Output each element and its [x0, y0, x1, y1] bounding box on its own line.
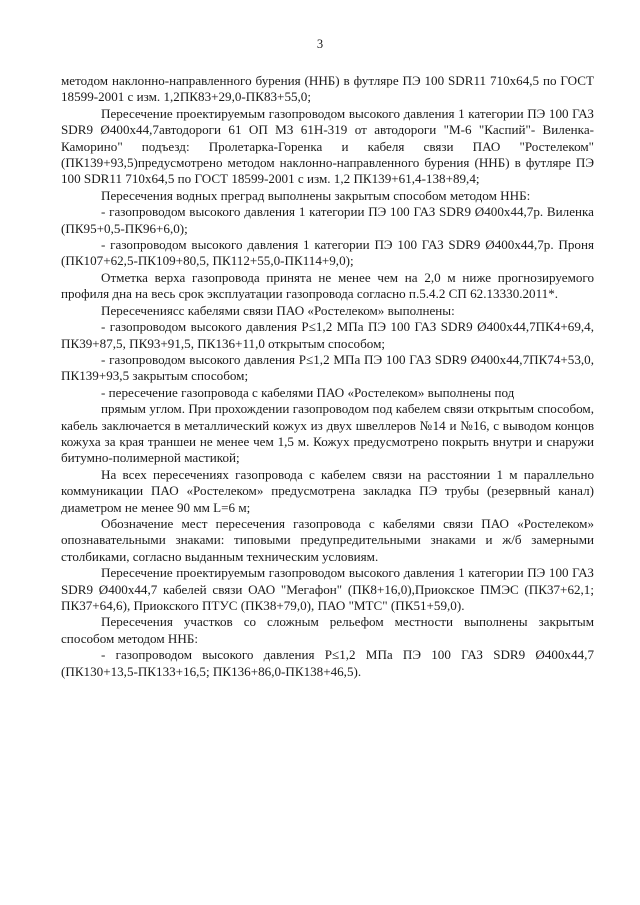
paragraph-water-crossings-intro: Пересечения водных преград выполнены закрытым способом методом ННБ:: [101, 187, 531, 203]
paragraph-cable-casing: прямым углом. При прохождении газопроводом под кабелем связи открытым способом, кабель заключается в металлический кожух из двух швеллеров №14 и №16, с выводом концов кожуха за края траншеи не менее чем 1,5 м. Кожух предусмотрено покрыть внутри и снаружи битумно-полимерной мастикой;: [61, 401, 594, 466]
page-number: 3: [316, 37, 324, 51]
list-item-complex-terrain-sections: - газопроводом высокого давления Р≤1,2 МПа ПЭ 100 ГАЗ SDR9 Ø400х44,7 (ПК130+13,5-ПК133+16,5; ПК136+86,0-ПК138+46,5).: [61, 647, 594, 679]
list-item-cable-crossing-angle: - пересечение газопровода с кабелями ПАО «Ростелеком» выполнены под: [101, 384, 515, 400]
paragraph-road-crossing: Пересечение проектируемым газопроводом высокого давления 1 категории ПЭ 100 ГАЗ SDR9 Ø400х44,7автодороги 61 ОП МЗ 61Н-319 от автодороги "М-6 "Каспий"- Виленка-Каморино" подъезд: Пролетарка-Горенка и кабеля связи ПАО "Ростелеком" (ПК139+93,5)предусмотрено методом наклонно-направленного бурения (ННБ) в футляре ПЭ 100 SDR11 710х64,5 по ГОСТ 18599-2001 с изм. 1,2 ПК139+61,4-138+89,4;: [61, 105, 594, 187]
paragraph-rostelecom-crossings-intro: Пересечениясс кабелями связи ПАО «Ростелеком» выполнены:: [101, 302, 455, 318]
list-item-pronya-river: - газопроводом высокого давления 1 категории ПЭ 100 ГАЗ SDR9 Ø400х44,7р. Проня (ПК107+62,5-ПК109+80,5, ПК112+55,0-ПК114+9,0);: [61, 237, 594, 269]
paragraph-other-cable-crossings: Пересечение проектируемым газопроводом высокого давления 1 категории ПЭ 100 ГАЗ SDR9 Ø400х44,7 кабелей связи ОАО "Мегафон" (ПК8+16,0),Приокское ПМЭС (ПК37+62,1; ПК37+64,6), Приокского ПТУС (ПК38+79,0), ПАО "МТС" (ПК51+59,0).: [61, 565, 594, 613]
paragraph-crossing-markers: Обозначение мест пересечения газопровода с кабелями связи ПАО «Ростелеком» опознавательными знаками: типовыми предупредительными знаками и ж/б замерными столбиками, согласно выданным техническим условиям.: [61, 515, 594, 564]
paragraph-complex-terrain-intro: Пересечения участков со сложным рельефом местности выполнены закрытым способом методом ННБ:: [61, 614, 594, 646]
list-item-open-method-crossings: - газопроводом высокого давления Р≤1,2 МПа ПЭ 100 ГАЗ SDR9 Ø400х44,7ПК4+69,4, ПК39+87,5, ПК93+91,5, ПК136+11,0 открытым способом;: [61, 319, 594, 351]
list-item-closed-method-crossings: - газопроводом высокого давления Р≤1,2 МПа ПЭ 100 ГАЗ SDR9 Ø400х44,7ПК74+53,0, ПК139+93,5 закрытым способом;: [61, 351, 594, 384]
paragraph-pipe-top-elevation: Отметка верха газопровода принята не менее чем на 2,0 м ниже прогнозируемого профиля дна на весь срок эксплуатации газопровода согласно п.5.4.2 СП 62.13330.2011*.: [61, 269, 594, 302]
document-body: [61, 73, 594, 680]
paragraph-reserve-channel: На всех пересечениях газопровода с кабелем связи на расстоянии 1 м параллельно коммуникации ПАО «Ростелеком» предусмотрена закладка ПЭ трубы (резервный канал) диаметром не менее 90 мм L=6 м;: [61, 466, 594, 515]
list-item-vilenka-river: - газопроводом высокого давления 1 категории ПЭ 100 ГАЗ SDR9 Ø400х44,7р. Виленка (ПК95+0,5-ПК96+6,0);: [61, 204, 594, 236]
paragraph-hdd-casing-continuation: методом наклонно-направленного бурения (ННБ) в футляре ПЭ 100 SDR11 710х64,5 по ГОСТ 18599-2001 с изм. 1,2ПК83+29,0-ПК83+55,0;: [61, 73, 594, 105]
